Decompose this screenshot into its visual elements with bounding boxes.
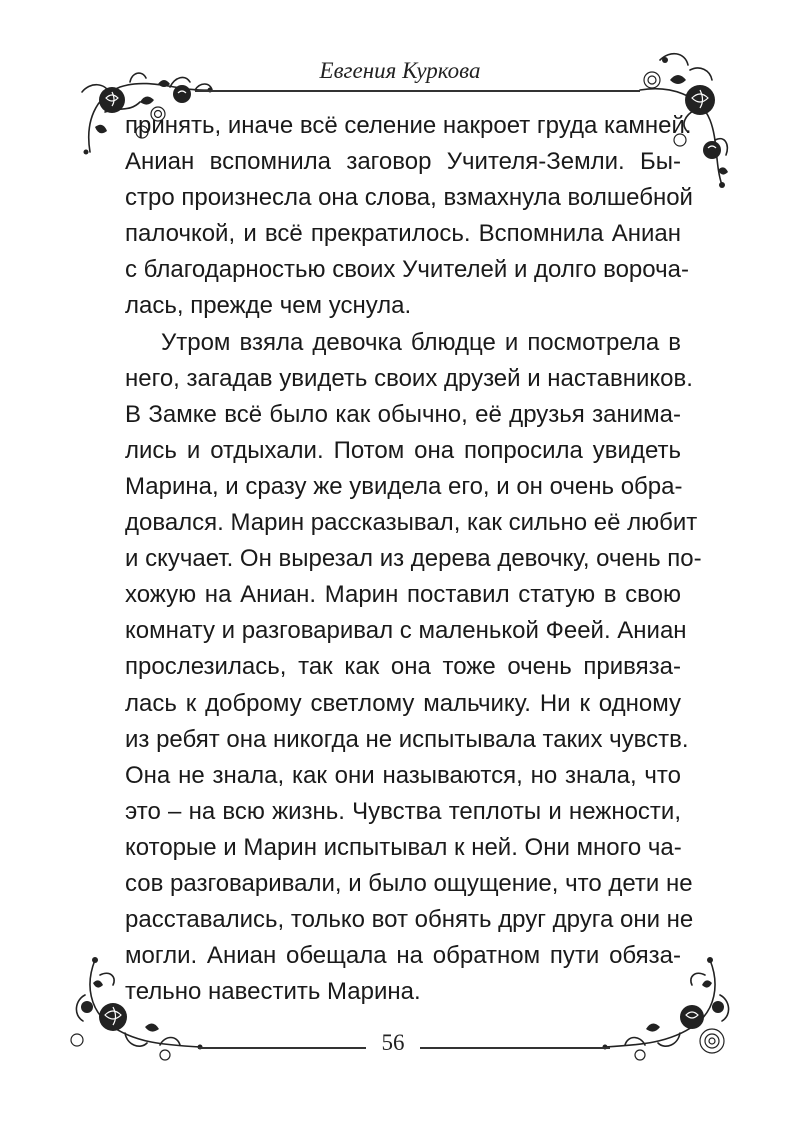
text-line: с благодарностью своих Учителей и долго ворочa- xyxy=(125,256,689,284)
footer-rule-right xyxy=(420,1047,610,1049)
text-line: него, загадав увидеть своих друзей и наставников. xyxy=(125,364,693,392)
text-line: это – на всю жизнь. Чувства теплоты и нежности, xyxy=(125,797,681,825)
text-line: и скучает. Он вырезал из дерева девочку, очень по- xyxy=(125,545,702,573)
rose-vine-corner-icon xyxy=(600,955,740,1065)
text-line: принять, иначе всё селение накроет груда камней. xyxy=(125,112,692,139)
page-number: 56 xyxy=(381,1030,405,1055)
header-rule xyxy=(195,90,640,92)
text-line: лась к доброму светлому мальчику. Ни к одному xyxy=(125,689,681,717)
text-line: расставались, только вот обнять друг друга они не xyxy=(125,906,694,934)
text-line: из ребят она никогда не испытывала таких чувств. xyxy=(125,725,689,753)
text-line: Марина, и сразу же увидела его, и он очень обра- xyxy=(125,472,683,500)
text-line: тельно навестить Марина. xyxy=(125,978,421,1006)
text-line: Утром взяла девочка блюдце и посмотрела в xyxy=(161,328,681,356)
text-line: могли. Аниан обещала на обратном пути обяза- xyxy=(125,942,681,970)
text-line: хожую на Аниан. Марин поставил статую в свою xyxy=(125,581,681,609)
text-line: лась, прежде чем уснула. xyxy=(125,292,412,320)
rose-vine-corner-icon xyxy=(65,955,205,1065)
text-line: стро произнесла она слова, взмахнула волшебной xyxy=(125,184,693,212)
running-header-author: Евгения Куркова xyxy=(319,58,481,83)
text-line: комнату и разговаривал с маленькой Феей. Аниан xyxy=(125,617,687,645)
text-line: прослезилась, так как она тоже очень привяза- xyxy=(125,653,681,681)
footer-rule-left xyxy=(198,1047,366,1049)
text-line: Она не знала, как они называются, но знала, что xyxy=(125,761,681,789)
text-line: палочкой, и всё прекратилось. Вспомнила Аниан xyxy=(125,220,681,248)
text-line: лись и отдыхали. Потом она попросила увидеть xyxy=(125,436,681,464)
text-line: В Замке всё было как обычно, её друзья занима- xyxy=(125,400,681,428)
text-line: которые и Марин испытывал к ней. Они много ча- xyxy=(125,833,682,861)
text-line: Аниан вспомнила заговор Учителя-Земли. Бы- xyxy=(125,148,681,176)
text-line: сов разговаривали, и было ощущение, что дети не xyxy=(125,869,693,897)
text-line: довался. Марин рассказывал, как сильно её любит xyxy=(125,509,698,537)
body-text xyxy=(125,108,702,1010)
